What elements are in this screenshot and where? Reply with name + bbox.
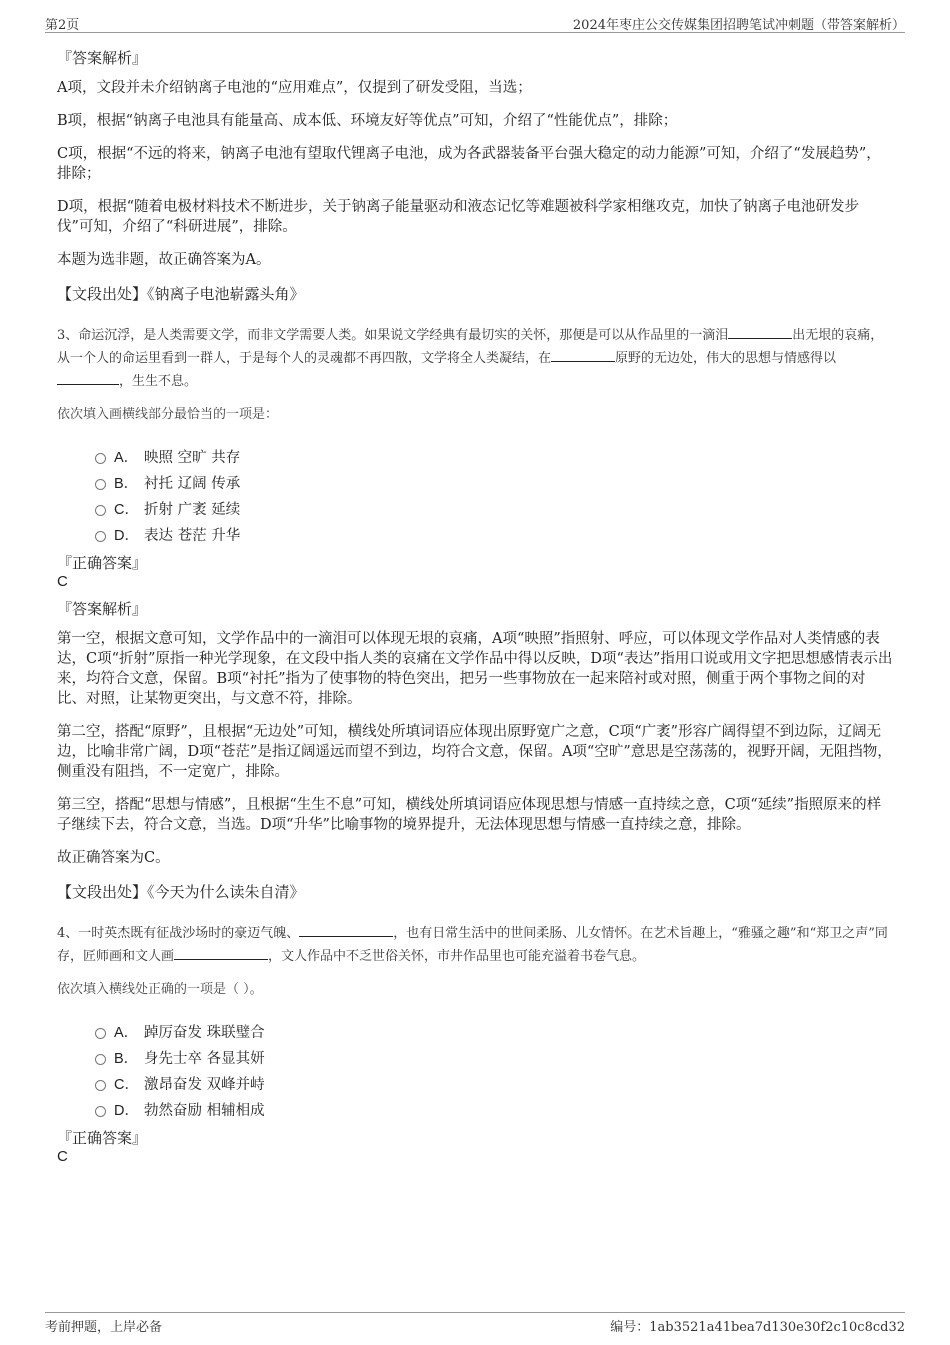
footer-slogan: 考前押题，上岸必备 [45,1320,163,1335]
document-title: 2024年枣庄公交传媒集团招聘笔试冲刺题（带答案解析） [572,18,905,33]
correct-answer-label: 『正确答案』 [57,1129,148,1147]
fill-blank [57,370,119,385]
option-b[interactable]: B． 身先士卒 各显其妍 [95,1044,893,1070]
question-4-prompt: 依次填入横线处正确的一项是（ ）。 [57,982,263,997]
fill-blank [174,945,268,960]
radio-icon[interactable] [95,505,106,516]
correct-answer: C [57,573,68,590]
analysis-paragraph: 第二空，搭配“原野”，且根据“无边处”可知，横线处所填词语应体现出原野宽广之意，C项“广袤”形容广阔得望不到边际，辽阔无边，比喻非常广阔，D项“苍茫”是指辽阔遥远而望不到边，均符合文意，保留。A项“空旷”意思是空荡荡的，视野开阔，无阻挡物，侧重没有阻挡，不一定宽广，排除。 [57,724,892,780]
radio-icon[interactable] [95,1106,106,1117]
analysis-paragraph: A项，文段并未介绍钠离子电池的“应用难点”，仅提到了研发受阻，当选； [57,80,532,96]
analysis-paragraph: C项，根据“不远的将来，钠离子电池有望取代锂离子电池，成为各武器装备平台强大稳定的动力能源”可知，介绍了“发展趋势”，排除； [57,146,881,182]
analysis-paragraph: 故正确答案为C。 [57,850,170,866]
option-b[interactable]: B． 衬托 辽阔 传承 [95,469,893,495]
page-header [45,12,905,33]
option-c[interactable]: C． 激昂奋发 双峰并峙 [95,1070,893,1096]
fill-blank [551,347,615,362]
question-3-options [95,443,893,547]
radio-icon[interactable] [95,479,106,490]
question-4-text: 4、一时英杰既有征战沙场时的豪迈气魄、 ，也有日常生活中的世间柔肠、儿女情怀。在艺术旨趣上，“雅骚之趣”和“郑卫之声”同存，匠师画和文人画 ，文人作品中不乏世俗关怀，市井作品里也可能充溢着书卷气息。 [57,922,893,968]
document-id: 编号：1ab3521a41bea7d130e30f2c10c8cd32 [610,1320,905,1335]
question-4-options [95,1018,893,1122]
option-d[interactable]: D． 表达 苍茫 升华 [95,521,893,547]
question-3-text: 3、命运沉浮，是人类需要文学，而非文学需要人类。如果说文学经典有最切实的关怀，那便是可以从作品里的一滴泪 出无垠的哀痛，从一个人的命运里看到一群人，于是每个人的灵魂都不再四散，文学将全人类凝结，在 原野的无边处，伟大的思想与情感得以，生生不息。 [57,324,893,393]
radio-icon[interactable] [95,453,106,464]
fill-blank [299,922,393,937]
passage-source: 【文段出处】《今天为什么读朱自清》 [57,883,305,901]
analysis-label: 『答案解析』 [57,600,148,618]
analysis-label: 『答案解析』 [57,49,148,67]
radio-icon[interactable] [95,1080,106,1091]
radio-icon[interactable] [95,531,106,542]
option-a[interactable]: A． 映照 空旷 共存 [95,443,893,469]
correct-answer: C [57,1148,68,1165]
radio-icon[interactable] [95,1028,106,1039]
document-body [57,42,893,1174]
radio-icon[interactable] [95,1054,106,1065]
analysis-paragraph: 本题为选非题，故正确答案为A。 [57,252,271,268]
page-number: 第2页 [45,18,80,33]
page-footer [45,1312,905,1335]
passage-source: 【文段出处】《钠离子电池崭露头角》 [57,285,305,303]
analysis-paragraph: D项，根据“随着电极材料技术不断进步，关于钠离子能量驱动和液态记忆等难题被科学家相继攻克，加快了钠离子电池研发步伐”可知，介绍了“科研进展”，排除。 [57,199,860,235]
option-d[interactable]: D． 勃然奋励 相辅相成 [95,1096,893,1122]
analysis-paragraph: 第三空，搭配“思想与情感”，且根据“生生不息”可知，横线处所填词语应体现思想与情感一直持续之意，C项“延续”指照原来的样子继续下去，符合文意，当选。D项“升华”比喻事物的境界提升，无法体现思想与情感一直持续之意，排除。 [57,797,882,833]
option-c[interactable]: C． 折射 广袤 延续 [95,495,893,521]
option-a[interactable]: A． 踔厉奋发 珠联璧合 [95,1018,893,1044]
analysis-paragraph: B项，根据“钠离子电池具有能量高、成本低、环境友好等优点”可知，介绍了“性能优点”，排除； [57,113,678,129]
fill-blank [728,324,792,339]
analysis-paragraph: 第一空，根据文意可知，文学作品中的一滴泪可以体现无垠的哀痛，A项“映照”指照射、呼应，可以体现文学作品对人类情感的表达，C项“折射”原指一种光学现象，在文段中指人类的哀痛在文学作品中得以反映，D项“表达”指用口说或用文字把思想感情表示出来，均符合文意，保留。B项“衬托”指为了使事物的特色突出，把另一些事物放在一起来陪衬或对照，侧重于两个事物之间的对比、对照，让某物更突出，与文意不符，排除。 [57,631,893,707]
question-3-prompt: 依次填入画横线部分最恰当的一项是： [57,407,279,422]
correct-answer-label: 『正确答案』 [57,554,148,572]
